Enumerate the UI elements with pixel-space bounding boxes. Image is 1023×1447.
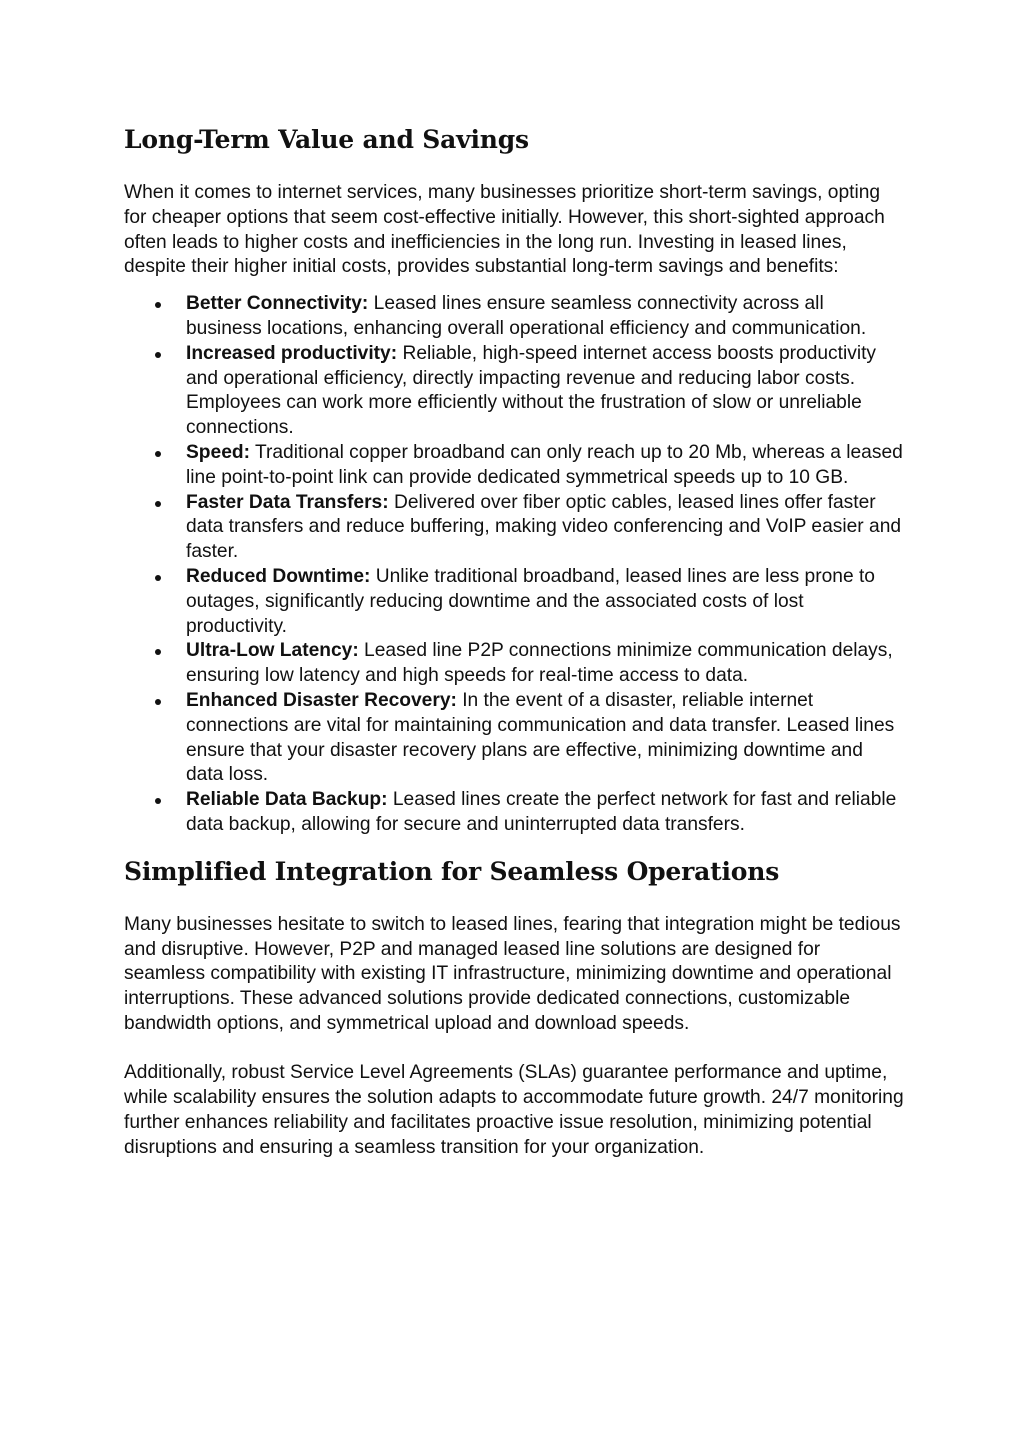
- intro-paragraph: When it comes to internet services, many businesses prioritize short-term savings, opting for cheaper options that seem cost-effective initially. However, this short-sighted approach often leads to higher costs and inefficiencies in the long run. Investing in leased lines, despite their higher initial costs, provides substantial long-term savings and benefits:: [124, 182, 885, 278]
- body-paragraph: Additionally, robust Service Level Agreements (SLAs) guarantee performance and uptime, while scalability ensures the solution adapts to accommodate future growth. 24/7 monitoring further enhances reliability and facilitates proactive issue resolution, minimizing potential disruptions and ensuring a seamless transition for your organization.: [124, 1062, 904, 1158]
- list-item-term: Reliable Data Backup:: [186, 789, 388, 811]
- list-item: [186, 689, 904, 788]
- section-heading-long-term-value: Long-Term Value and Savings: [124, 125, 529, 154]
- bullet-icon: [155, 352, 161, 358]
- bullet-icon: [155, 302, 161, 308]
- list-item-text: Leased lines ensure seamless connectivity across all business locations, enhancing overall operational efficiency and communication.: [186, 293, 867, 339]
- list-item: [186, 788, 904, 838]
- list-item: [186, 565, 904, 639]
- list-item-text: Traditional copper broadband can only reach up to 20 Mb, whereas a leased line point-to-point link can provide dedicated symmetrical speeds up to 10 GB.: [186, 441, 903, 488]
- list-item-term: Reduced Downtime:: [186, 565, 371, 587]
- list-item-text: In the event of a disaster, reliable internet connections are vital for maintaining communication and data transfer. Leased lines ensure that your disaster recovery plans are effective, minimizing downtime and data loss.: [186, 689, 895, 786]
- list-item-text: Delivered over fiber optic cables, leased lines offer faster data transfers and reduce buffering, making video conferencing and VoIP easier and faster.: [186, 491, 902, 563]
- list-item-text: Leased line P2P connections minimize communication delays, ensuring low latency and high speeds for real-time access to data.: [186, 640, 893, 687]
- list-item: [186, 491, 904, 565]
- bullet-icon: [155, 501, 161, 507]
- list-item-term: Better Connectivity:: [186, 293, 369, 315]
- list-item-term: Faster Data Transfers:: [186, 491, 389, 513]
- list-item-term: Enhanced Disaster Recovery:: [186, 689, 457, 711]
- list-item-term: Increased productivity:: [186, 342, 398, 364]
- list-item: [186, 639, 904, 689]
- document-page: [124, 120, 904, 1160]
- bullet-icon: [155, 575, 161, 581]
- bullet-icon: [155, 798, 161, 804]
- body-paragraph: Many businesses hesitate to switch to leased lines, fearing that integration might be tedious and disruptive. However, P2P and managed leased line solutions are designed for seamless compatibility with existing IT infrastructure, minimizing downtime and operational interruptions. These advanced solutions provide dedicated connections, customizable bandwidth options, and symmetrical upload and download speeds.: [124, 913, 901, 1034]
- bullet-icon: [155, 649, 161, 655]
- list-item-term: Ultra-Low Latency:: [186, 640, 359, 662]
- list-item-text: Leased lines create the perfect network for fast and reliable data backup, allowing for secure and uninterrupted data transfers.: [186, 789, 897, 835]
- section-heading-simplified-integration: Simplified Integration for Seamless Operations: [124, 856, 780, 886]
- bullet-icon: [155, 699, 161, 705]
- list-item-text: Unlike traditional broadband, leased lines are less prone to outages, significantly reducing downtime and the associated costs of lost productivity.: [186, 565, 875, 637]
- list-item-term: Speed:: [186, 441, 250, 463]
- list-item: [186, 292, 904, 342]
- bullet-icon: [155, 451, 161, 457]
- list-item: [186, 441, 904, 491]
- list-item: [186, 342, 904, 441]
- benefits-list: [124, 292, 904, 838]
- list-item-text: Reliable, high-speed internet access boosts productivity and operational efficiency, directly impacting revenue and reducing labor costs. Employees can work more efficiently without the frustration of slow or unreliable connections.: [186, 342, 877, 439]
